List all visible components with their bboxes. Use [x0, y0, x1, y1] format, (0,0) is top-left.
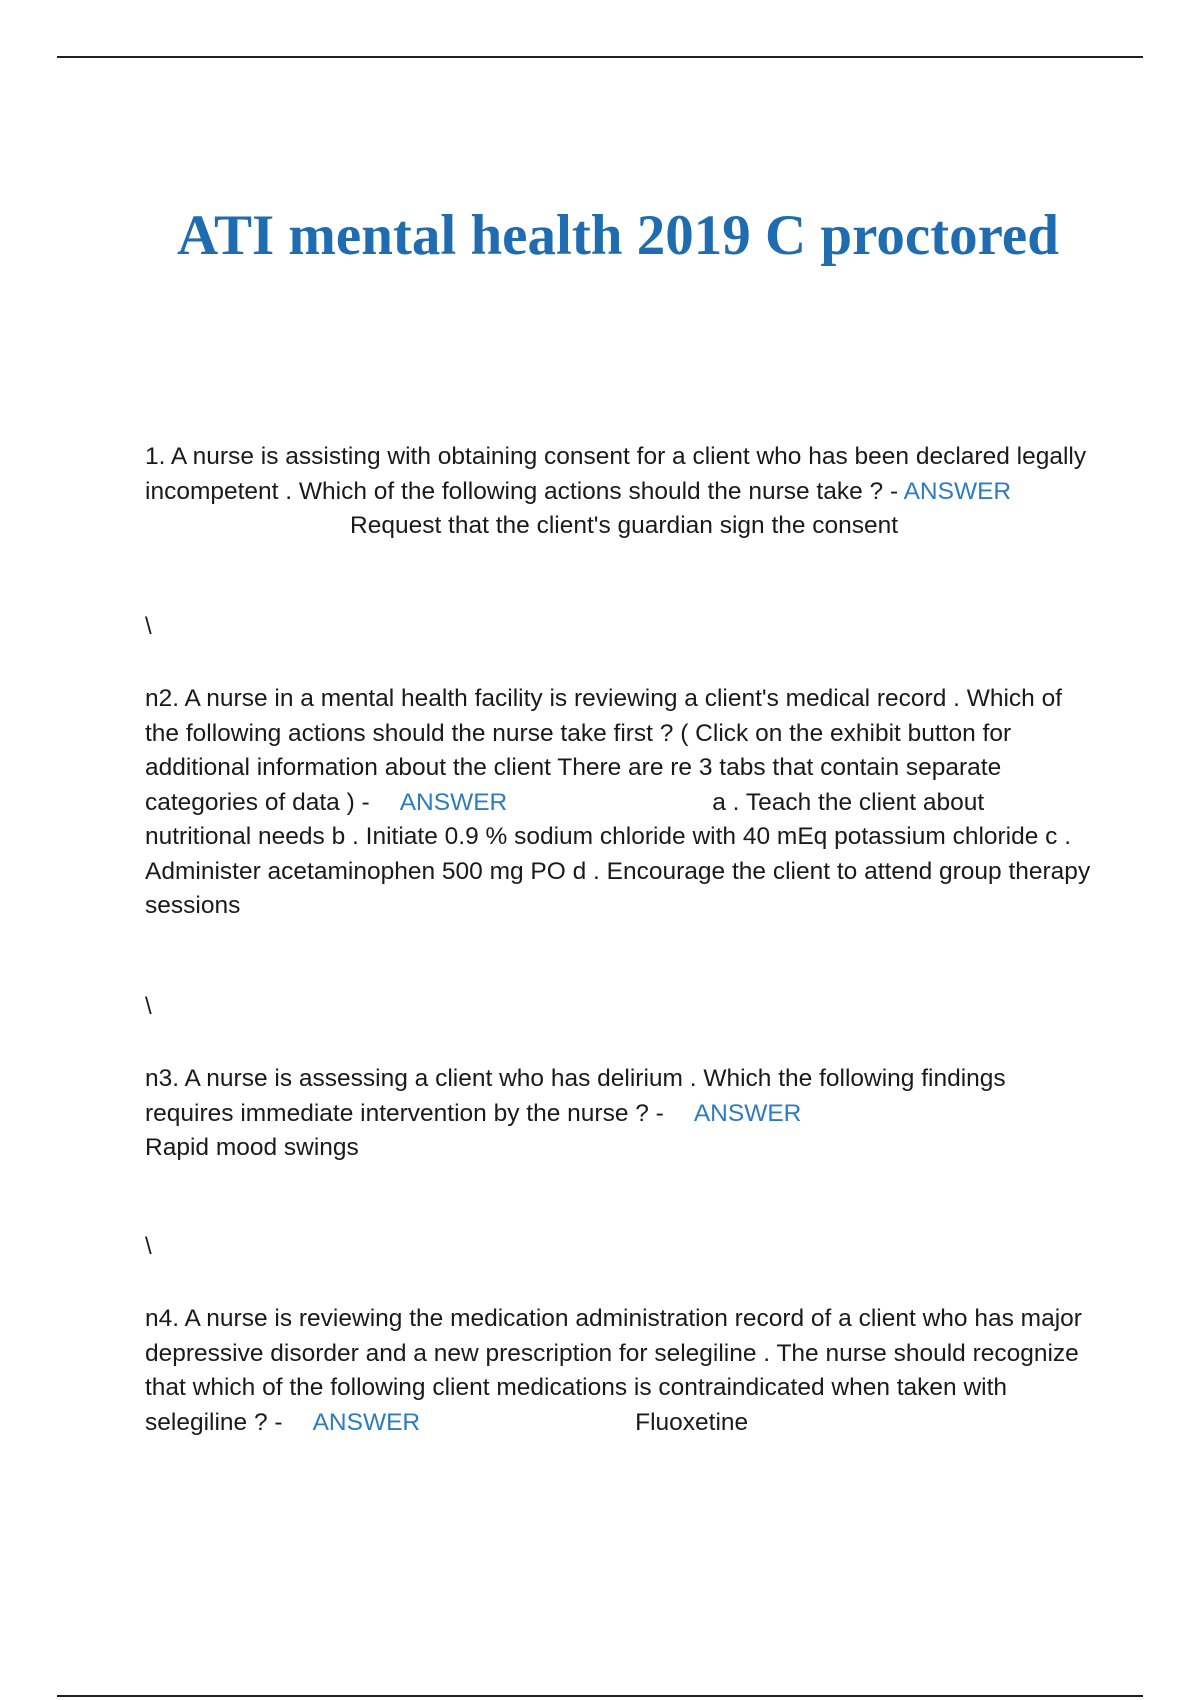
top-rule	[57, 56, 1143, 58]
question-4	[145, 1302, 1095, 1440]
answer-label-4: ANSWER	[312, 1408, 421, 1436]
answer-2: a . Teach the client about nutritional needs b . Initiate 0.9 % sodium chloride with 40 mEq potassium chloride c . Administer acetaminophen 500 mg PO d . Encourage the client to attend group therapy sessions	[145, 788, 1091, 919]
answer-label-3: ANSWER	[693, 1099, 802, 1127]
document-title: ATI mental health 2019 C proctored	[177, 204, 1059, 267]
question-3-stem: n3. A nurse is assessing a client who has delirium . Which the following findings requires immediate intervention by the nurse ? -	[145, 1065, 1006, 1127]
question-1	[145, 440, 1095, 544]
separator-1: \	[145, 613, 152, 640]
answer-label-1: ANSWER	[903, 477, 1012, 505]
separator-2: \	[145, 993, 152, 1020]
question-4-stem: n4. A nurse is reviewing the medication administration record of a client who has major depressive disorder and a new prescription for selegiline . The nurse should recognize that which of the following client medications is contraindicated when taken with selegiline ? -	[145, 1305, 1082, 1436]
answer-label-2: ANSWER	[399, 788, 508, 816]
answer-1: Request that the client's guardian sign the consent	[350, 512, 899, 539]
question-1-stem: 1. A nurse is assisting with obtaining consent for a client who has been declared legally incompetent . Which of the following actions should the nurse take ? -	[145, 443, 1087, 505]
question-2	[145, 682, 1095, 924]
separator-3: \	[145, 1233, 152, 1260]
question-3	[145, 1062, 1095, 1166]
question-2-stem: n2. A nurse in a mental health facility is reviewing a client's medical record . Which of the following actions should the nurse take first ? ( Click on the exhibit button for additional information about the client There are re 3 tabs that contain separate categories of data ) -	[145, 685, 1063, 816]
bottom-rule	[57, 1695, 1143, 1697]
answer-3: Rapid mood swings	[145, 1134, 359, 1161]
answer-4: Fluoxetine	[635, 1408, 749, 1436]
